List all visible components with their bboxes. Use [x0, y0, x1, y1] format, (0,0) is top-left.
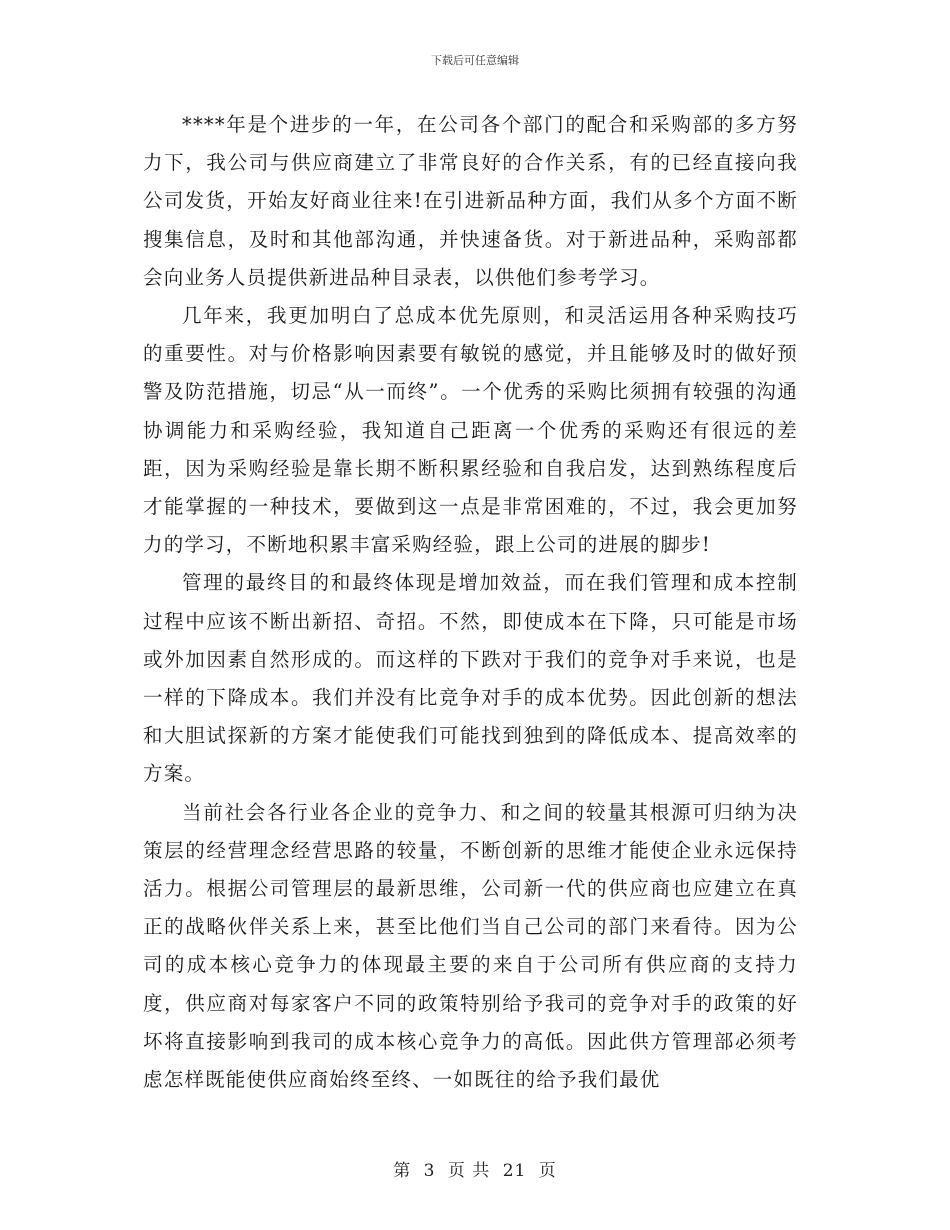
paragraph-2: 几年来，我更加明白了总成本优先原则，和灵活运用各种采购技巧的重要性。对与价格影响因素要有敏锐的感觉，并且能够及时的做好预警及防范措施，切忌“从一而终”。一个优秀的采购比须拥有较强的沟通协调能力和采购经验，我知道自己距离一个优秀的采购还有很远的差距，因为采购经验是靠长期不断积累经验和自我启发，达到熟练程度后才能掌握的一种技术，要做到这一点是非常困难的，不过，我会更加努力的学习，不断地积累丰富采购经验，跟上公司的进展的脚步!	[143, 304, 798, 557]
footer-middle: 页 共	[447, 1161, 491, 1181]
paragraph-1: ****年是个进步的一年，在公司各个部门的配合和采购部的多方努力下，我公司与供应商建立了非常良好的合作关系，有的已经直接向我公司发货，开始友好商业往来!在引进新品种方面，我们从多个方面不断搜集信息，及时和其他部沟通，并快速备货。对于新进品种，采购部都会向业务人员提供新进品种目录表，以供他们参考学习。	[143, 113, 798, 289]
paragraph-3: 管理的最终目的和最终体现是增加效益，而在我们管理和成本控制过程中应该不断出新招、奇招。不然，即使成本在下降，只可能是市场或外加因素自然形成的。而这样的下跌对于我们的竞争对手来说，也是一样的下降成本。我们并没有比竞争对手的成本优势。因此创新的想法和大胆试探新的方案才能使我们可能找到独到的降低成本、提高效率的方案。	[143, 571, 798, 786]
footer-prefix: 第	[393, 1161, 412, 1181]
total-pages-number: 21	[502, 1161, 527, 1181]
paragraph-4: 当前社会各行业各企业的竞争力、和之间的较量其根源可归纳为决策层的经营理念经营思路的较量，不断创新的思维才能使企业永远保持活力。根据公司管理层的最新思维，公司新一代的供应商也应建立在真正的战略伙伴关系上来，甚至比他们当自己公司的部门来看待。因为公司的成本核心竞争力的体现最主要的来自于公司所有供应商的支持力度，供应商对每家客户不同的政策特别给予我司的竞争对手的政策的好坏将直接影响到我司的成本核心竞争力的高低。因此供方管理部必须考虑怎样既能使供应商始终至终、一如既往的给予我们最优	[143, 800, 798, 1092]
page-footer	[0, 1156, 950, 1181]
page-header: 下载后可任意编辑	[431, 54, 519, 67]
footer-suffix: 页	[538, 1161, 557, 1181]
current-page-number: 3	[423, 1161, 436, 1181]
document-body	[143, 106, 798, 1099]
